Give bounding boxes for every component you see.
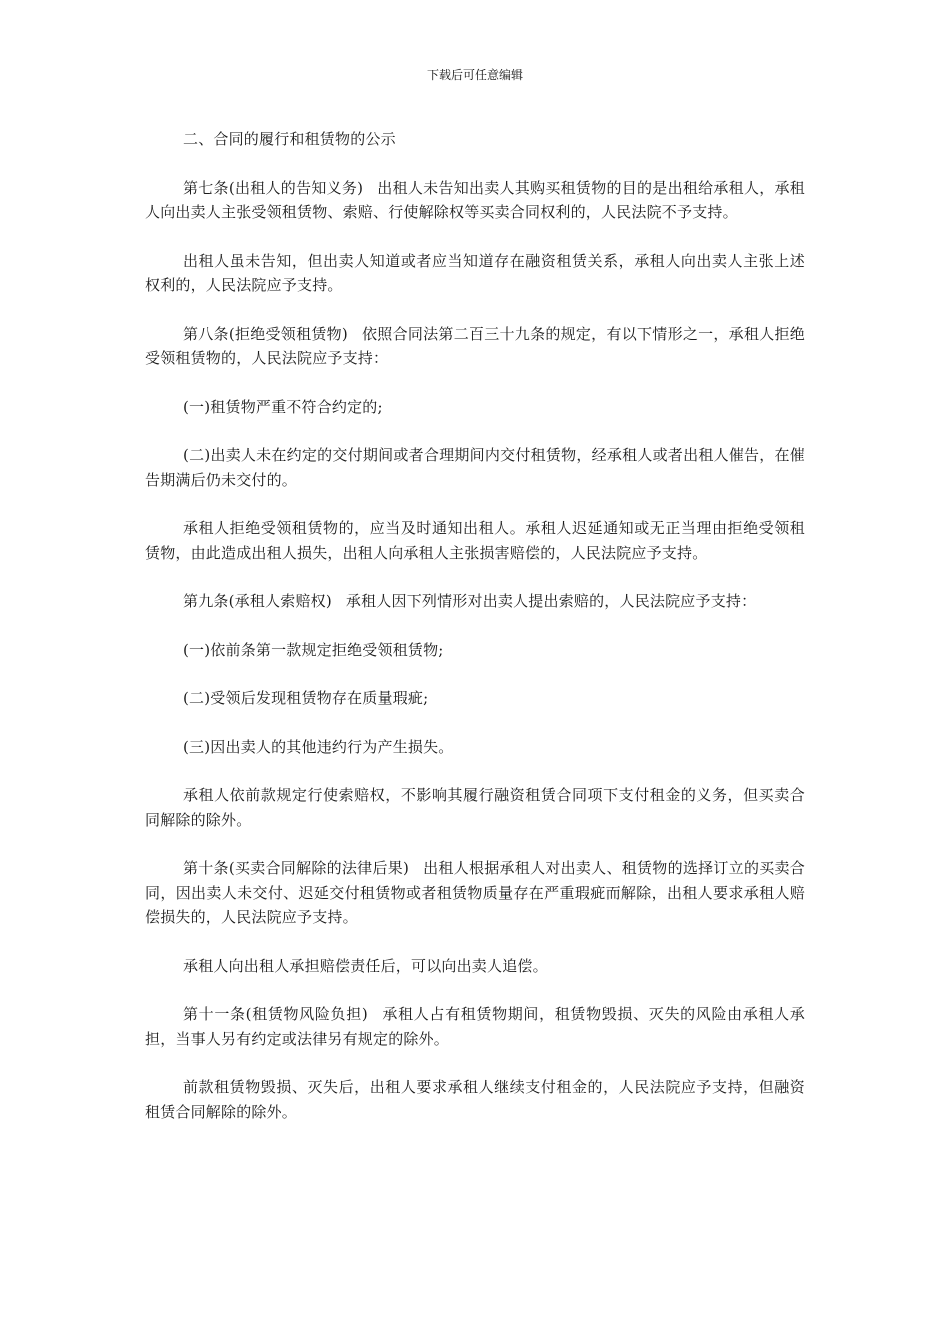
article-8-body: 依照合同法第二百三十九条的规定，有以下情形之一，承租人拒绝受领租赁物的，人民法院应予支持： bbox=[145, 324, 805, 367]
article-9-item-1: (一)依前条第一款规定拒绝受领租赁物; bbox=[183, 640, 444, 659]
article-7-body: 出租人未告知出卖人其购买租赁物的目的是出租给承租人，承租人向出卖人主张受领租赁物、索赔、行使解除权等买卖合同权利的，人民法院不予支持。 bbox=[145, 178, 805, 221]
article-9-item-3: (三)因出卖人的其他违约行为产生损失。 bbox=[183, 737, 454, 756]
article-10-title: 第十条(买卖合同解除的法律后果) bbox=[183, 859, 410, 877]
article-9-title: 第九条(承租人索赔权) bbox=[183, 592, 332, 610]
article-11-paragraph-2: 前款租赁物毁损、灭失后，出租人要求承租人继续支付租金的，人民法院应予支持，但融资租赁合同解除的除外。 bbox=[145, 1078, 805, 1121]
article-9-paragraph-2: 承租人依前款规定行使索赔权，不影响其履行融资租赁合同项下支付租金的义务，但买卖合同解除的除外。 bbox=[145, 786, 805, 829]
header-note: 下载后可任意编辑 bbox=[426, 68, 523, 82]
article-10-body: 出租人根据承租人对出卖人、租赁物的选择订立的买卖合同，因出卖人未交付、迟延交付租赁物或者租赁物质量存在严重瑕疵而解除，出租人要求承租人赔偿损失的，人民法院应予支持。 bbox=[145, 859, 805, 926]
article-9 bbox=[145, 589, 805, 614]
article-8-item-2: (二)出卖人未在约定的交付期间或者合理期间内交付租赁物，经承租人或者出租人催告，在催告期满后仍未交付的。 bbox=[145, 446, 805, 489]
document-body bbox=[145, 127, 805, 1148]
article-10 bbox=[145, 856, 805, 930]
article-8-title: 第八条(拒绝受领租赁物) bbox=[183, 324, 348, 343]
article-7-paragraph-2: 出租人虽未告知，但出卖人知道或者应当知道存在融资租赁关系，承租人向出卖人主张上述权利的，人民法院应予支持。 bbox=[145, 251, 805, 294]
article-11-title: 第十一条(租赁物风险负担) bbox=[183, 1005, 368, 1023]
section-heading: 二、合同的履行和租赁物的公示 bbox=[183, 130, 396, 148]
article-7 bbox=[145, 176, 805, 225]
article-10-paragraph-2: 承租人向出租人承担赔偿责任后，可以向出卖人追偿。 bbox=[183, 956, 548, 975]
article-11 bbox=[145, 1002, 805, 1051]
article-11-body: 承租人占有租赁物期间，租赁物毁损、灭失的风险由承租人承担，当事人另有约定或法律另有规定的除外。 bbox=[145, 1005, 805, 1048]
article-8-paragraph-2: 承租人拒绝受领租赁物的，应当及时通知出租人。承租人迟延通知或无正当理由拒绝受领租赁物，由此造成出租人损失，出租人向承租人主张损害赔偿的，人民法院应予支持。 bbox=[145, 519, 805, 562]
article-8 bbox=[145, 322, 805, 371]
article-7-title: 第七条(出租人的告知义务) bbox=[183, 178, 364, 197]
article-9-item-2: (二)受领后发现租赁物存在质量瑕疵; bbox=[183, 689, 429, 707]
article-8-item-1: (一)租赁物严重不符合约定的; bbox=[183, 397, 383, 416]
article-9-body: 承租人因下列情形对出卖人提出索赔的，人民法院应予支持： bbox=[345, 592, 757, 610]
